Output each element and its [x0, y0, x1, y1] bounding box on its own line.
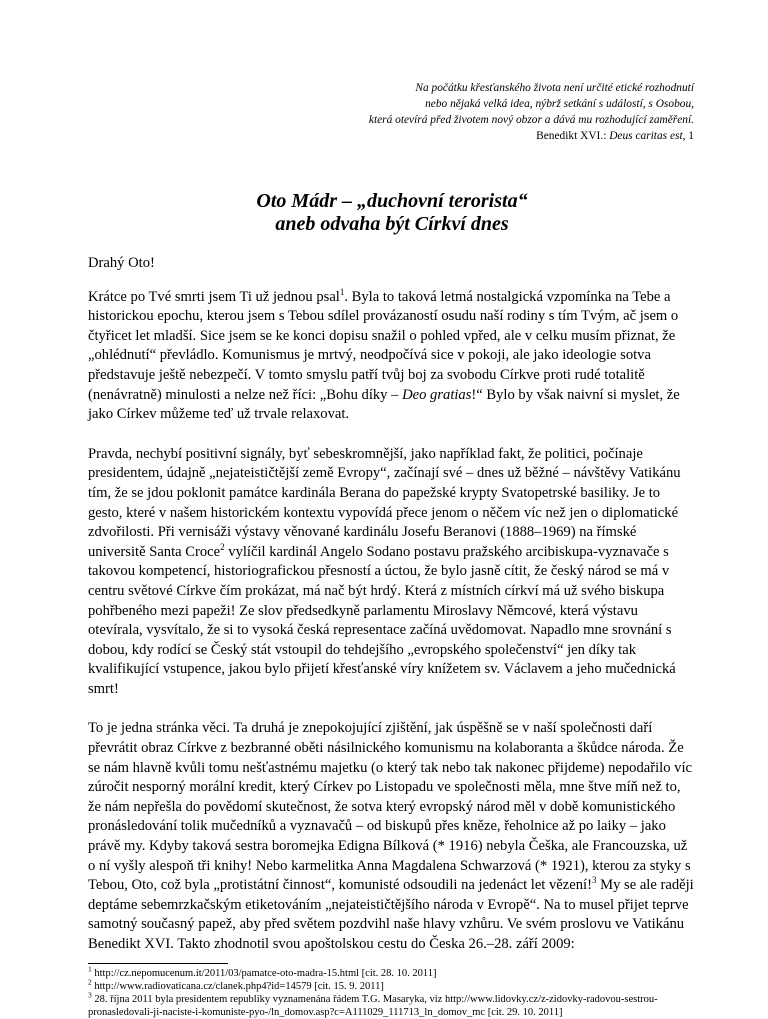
paragraph-3	[88, 719, 696, 954]
footnote-ref: 2	[220, 541, 225, 552]
footnote-number: 3	[88, 990, 92, 1000]
epigraph-author: Benedikt XVI.:	[536, 130, 610, 142]
salutation: Drahý Oto!	[88, 255, 155, 271]
epigraph-line: nebo nějaká velká idea, nýbrž setkání s událostí, s Osobou,	[425, 98, 694, 110]
footnote-separator	[88, 963, 228, 964]
footnote-number: 1	[88, 964, 92, 974]
epigraph-line: Na počátku křesťanského života není určité etické rozhodnutí	[415, 82, 694, 94]
epigraph-number: , 1	[682, 130, 694, 142]
footnote-text: http://cz.nepomucenum.it/2011/03/pamatce-oto-madra-15.html [cit. 28. 10. 2011]	[91, 967, 437, 979]
footnotes	[88, 963, 696, 1019]
paragraph-text: Pravda, nechybí positivní signály, byť sebeskromnější, jako například fakt, že politici, počínaje presidentem, údajně „nejateističtější země Evropy“, začínají své – dnes už běžné – návštěvy Vatikánu tím, že se jdou poklonit památce kardinála Berana do papežské krypty Svatopetrské basiliky. Je to gesto, které v našem historickém kontextu vypovídá přece jenom o něčem víc než jen o diplomatické zdvořilosti. Při vernisáži výstavy věnované kardinálu Josefu Beranovi (1888–1969) na římské universitě Santa Croce	[88, 445, 681, 560]
footnote-ref: 1	[339, 286, 345, 297]
paragraph-2	[88, 445, 696, 700]
paragraph-text: !“ Bylo by však naivní si myslet, že jako Církev můžeme teď už trvale relaxovat.	[88, 386, 680, 423]
footnote-text: 28. října 2011 byla presidentem republiky vyznamenána řádem T.G. Masaryka, viz http://www.lidovky.cz/z-zidovky-radovou-sestrou-pronasledovali-ji-naciste-i-komuniste-pyo-/ln_domov.asp?c=A111029_111713_ln_domov_mc [cit. 29. 10. 2011]	[88, 993, 658, 1018]
epigraph-line: která otevírá před životem nový obzor a dává mu rozhodující zaměření.	[368, 114, 694, 126]
paragraph-text: To je jedna stránka věci. Ta druhá je znepokojující zjištění, jak úspěšně se v naší společnosti daří převrátit obraz Církve z bezbranné oběti násilnického komunismu na kolaboranta a škůdce národa. Že se nám hlavně kvůli tomu nešťastnému majetku (o který tak nebo tak nakonec přijdeme) nepodařilo víc zúročit nesporný morální kredit, který Církev po Listopadu ve společnosti měla, mne štve míň než to, že nám nepřešla do povědomí skutečnost, že sotva který evropský národ měl v době komunistického pronásledování tolik mučedníků a vyznavačů – od biskupů přes kněze, řeholnice až po laiky – jako právě my. Kdyby taková sestra boromejka Edigna Bílková (* 1916) nebyla Češka, ale Francouzska, už o ní vyšly alespoň tři knihy! Nebo karmelitka Anna Magdalena Schwarzová (* 1921), kterou za styky s Tebou, Oto, což byla „protistátní činnost“, komunisté odsoudili na jedenáct let vězení!	[88, 720, 692, 894]
paragraph-text: vylíčil kardinál Angelo Sodano postavu pražského arcibiskupa-vyznavače s takovou kompetencí, historiografickou přesností a úctou, že bylo jasně cítit, že český národ se má v centru světové Církve čím prokázat, má nač být hrdý. Která z místních církví má už svého biskupa pohřbeného mezi papeži! Ze slov předsedkyně parlamentu Miroslavy Němcové, která výstavu otevírala, vysvítalo, že si to vysoká česká representace začíná uvědomovat. Napadlo mne srovnání s dobou, kdy rodící se Český stát vstoupil do tehdejšího „evropského společenství“ jen díky tak kvalifikující vstupence, jakou bylo přijetí křesťanské víry knížetem sv. Václavem a jeho mučednická smrt!	[88, 543, 676, 697]
paragraph-1	[88, 288, 696, 425]
paragraph-text: . Byla to taková letmá nostalgická vzpomínka na Tebe a historickou epochu, kterou jsem s Tebou sdílel provázaností osudu naší rodiny s tím Tvým, ač jsem o čtyřicet let mladší. Sice jsem se ke konci dopisu snažil o pohled vpřed, ale v celku musím přiznat, že „ohlédnutí“ převládlo. Komunismus je mrtvý, neodpočívá sice v pokoji, ale jako ideologie sotva představuje ještě nebezpečí. V tomto smyslu patří tvůj boj za svobodu Církve proti rudé totalitě (nenávratně) minulosti a nelze než říci: „Bohu díky –	[88, 288, 679, 403]
document-title	[88, 190, 696, 236]
footnote-text: http://www.radiovaticana.cz/clanek.php4?id=14579 [cit. 15. 9. 2011]	[91, 980, 384, 992]
epigraph	[88, 80, 694, 144]
footnote	[88, 990, 696, 1019]
footnote-ref: 3	[591, 875, 597, 886]
title-line-1: Oto Mádr – „duchovní terorista“	[256, 190, 528, 212]
footnote	[88, 977, 696, 993]
epigraph-work: Deus caritas est	[609, 130, 683, 142]
footnote-number: 2	[88, 977, 92, 987]
epigraph-source	[88, 128, 694, 144]
paragraph-text: My se ale raději deptáme sebemrzkačským etiketováním „nejateističtějšího národa v Evropě“. Na to musel přijet teprve samotný současný papež, aby před světem pozdvihl naše hlavy vzhůru. Ve svém proslovu ve Vatikánu Benedikt XVI. Takto zhodnotil svou apoštolskou cestu do Česka 26.–28. září 2009:	[88, 877, 694, 952]
paragraph-text: Krátce po Tvé smrti jsem Ti už jednou psal	[88, 288, 340, 305]
latin-phrase: Deo gratias	[402, 386, 472, 403]
title-line-2: aneb odvaha být Církví dnes	[275, 213, 509, 235]
footnote	[88, 964, 696, 980]
